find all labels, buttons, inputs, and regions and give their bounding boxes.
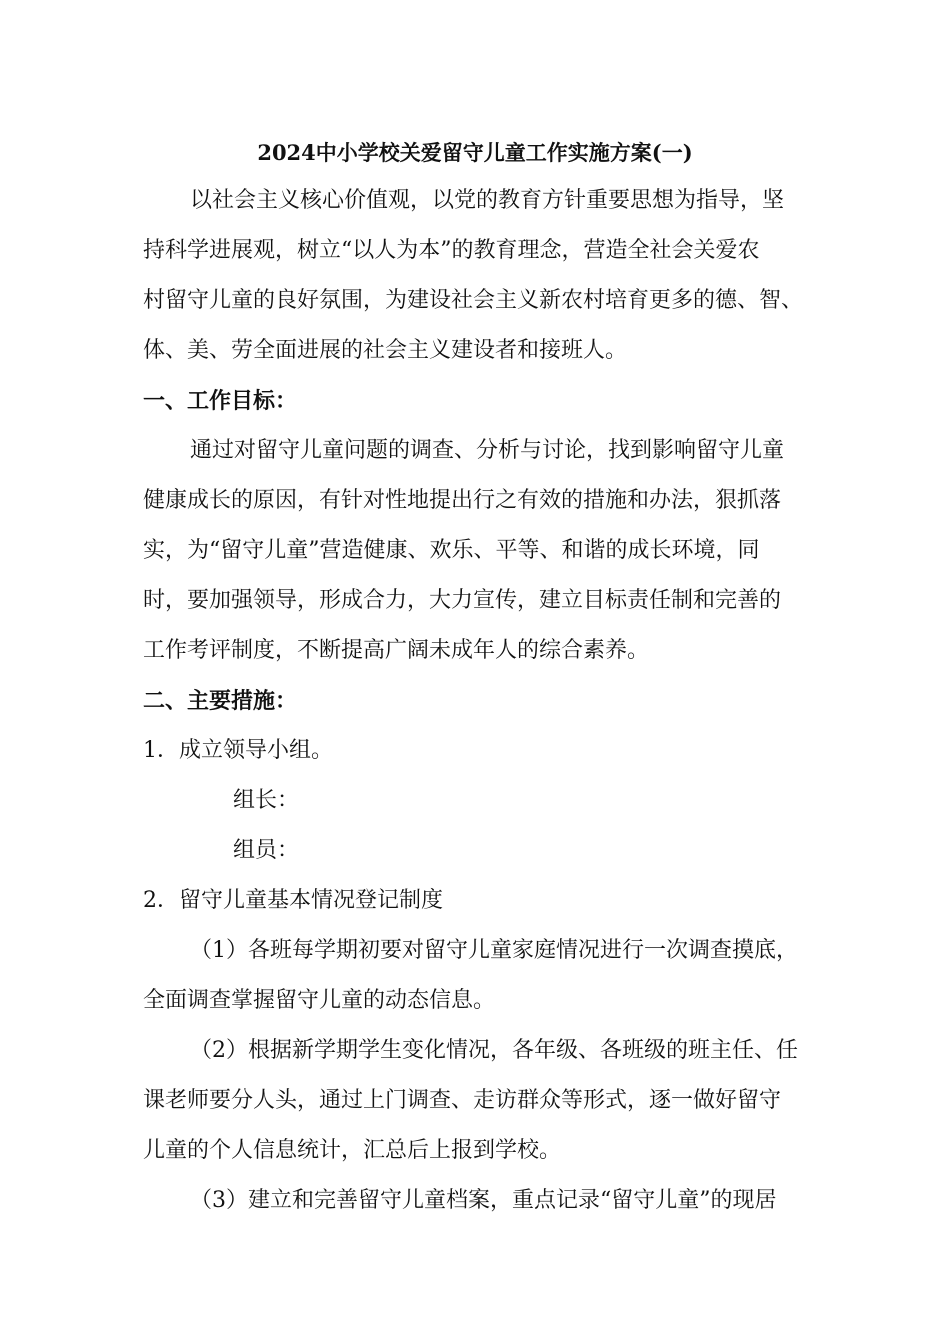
section-heading-measures: 二、主要措施：: [143, 688, 298, 714]
goals-line-4: 时，要加强领导，形成合力，大力宣传，建立目标责任制和完善的: [143, 588, 782, 613]
item2-p2-line-2: 课老师要分人头，通过上门调查、走访群众等形式，逐一做好留守: [143, 1088, 782, 1113]
section-heading-goals: 一、工作目标：: [143, 388, 298, 414]
item2-p3-line-1: （3）建立和完善留守儿童档案，重点记录“留守儿童”的现居: [190, 1188, 777, 1213]
goals-line-2: 健康成长的原因，有针对性地提出行之有效的措施和办法，狠抓落: [143, 488, 782, 513]
intro-line-2: 持科学进展观，树立“以人为本”的教育理念，营造全社会关爱农: [143, 238, 760, 263]
group-leader-label: 组长：: [233, 788, 300, 813]
measure-item-2: 2．留守儿童基本情况登记制度: [143, 888, 443, 913]
item2-p2-line-3: 儿童的个人信息统计，汇总后上报到学校。: [143, 1138, 562, 1163]
goals-line-5: 工作考评制度，不断提高广阔未成年人的综合素养。: [143, 638, 650, 663]
measure-item-1: 1．成立领导小组。: [143, 738, 333, 763]
item2-p1-line-2: 全面调查掌握留守儿童的动态信息。: [143, 988, 496, 1013]
item2-p2-line-1: （2）根据新学期学生变化情况，各年级、各班级的班主任、任: [190, 1038, 798, 1063]
intro-line-4: 体、美、劳全面进展的社会主义建设者和接班人。: [143, 338, 628, 363]
goals-line-3: 实，为“留守儿童”营造健康、欢乐、平等、和谐的成长环境，同: [143, 538, 760, 563]
document-title: 2024中小学校关爱留守儿童工作实施方案(一): [257, 140, 693, 165]
item2-p1-line-1: （1）各班每学期初要对留守儿童家庭情况进行一次调查摸底，: [190, 938, 798, 963]
goals-line-1: 通过对留守儿童问题的调查、分析与讨论，找到影响留守儿童: [190, 438, 785, 463]
intro-line-1: 以社会主义核心价值观，以党的教育方针重要思想为指导，坚: [190, 188, 785, 213]
group-members-label: 组员：: [233, 838, 300, 863]
intro-line-3: 村留守儿童的良好氛围，为建设社会主义新农村培育更多的德、智、: [143, 288, 804, 313]
